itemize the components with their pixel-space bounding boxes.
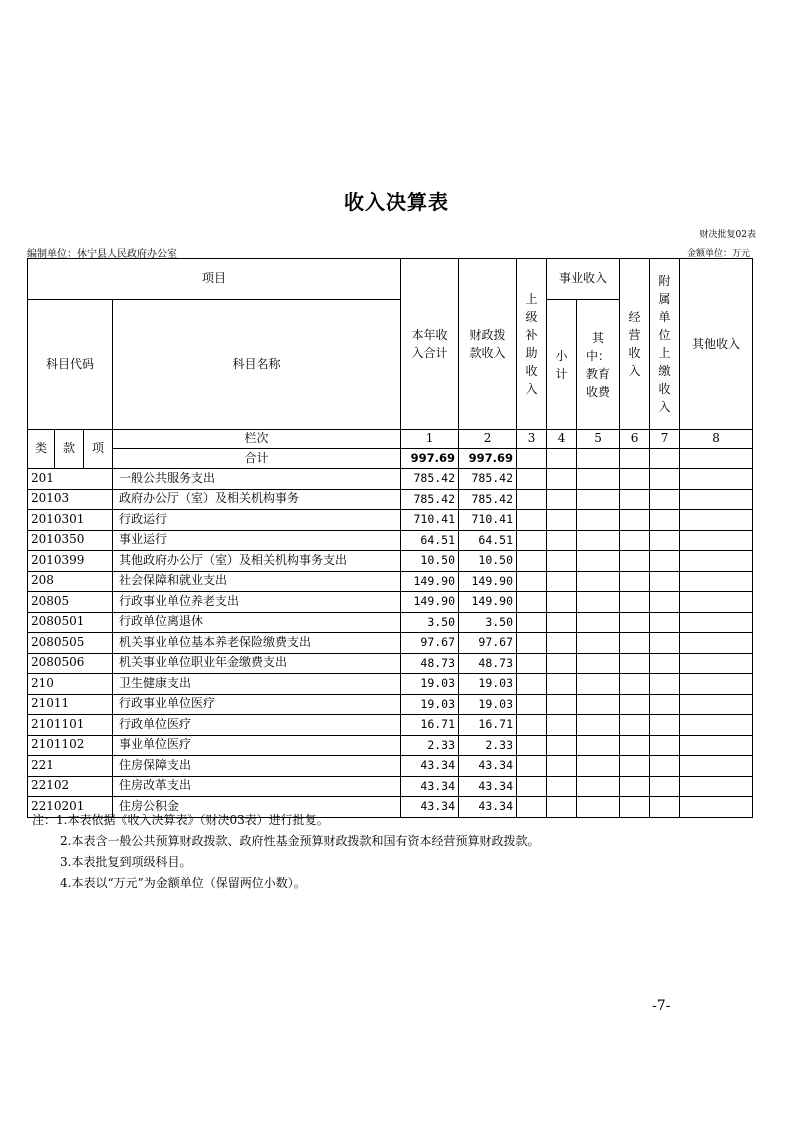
row-empty-cell xyxy=(680,674,753,695)
row-empty-cell xyxy=(620,530,650,551)
note-4: 4.本表以“万元”为金额单位（保留两位小数）。 xyxy=(60,876,306,890)
row-code: 2010301 xyxy=(28,510,113,531)
row-code: 2010399 xyxy=(28,551,113,572)
row-code: 2101101 xyxy=(28,715,113,736)
row-empty-cell xyxy=(620,551,650,572)
row-empty-cell xyxy=(517,633,547,654)
row-code: 2080505 xyxy=(28,633,113,654)
row-total: 149.90 xyxy=(401,592,459,613)
row-empty-cell xyxy=(577,469,620,490)
row-empty-cell xyxy=(620,694,650,715)
page-number: -7- xyxy=(652,998,671,1014)
row-empty-cell xyxy=(620,674,650,695)
header-other: 其他收入 xyxy=(680,259,753,430)
table-row xyxy=(28,653,753,674)
row-empty-cell xyxy=(547,489,577,510)
row-empty-cell xyxy=(517,694,547,715)
row-empty-cell xyxy=(547,694,577,715)
row-empty-cell xyxy=(577,510,620,531)
row-total: 43.34 xyxy=(401,797,459,818)
row-empty-cell xyxy=(547,756,577,777)
table-row xyxy=(28,776,753,797)
row-empty-cell xyxy=(620,510,650,531)
row-empty-cell xyxy=(577,776,620,797)
row-empty-cell xyxy=(620,469,650,490)
row-empty-cell xyxy=(650,633,680,654)
row-empty-cell xyxy=(620,735,650,756)
table-row xyxy=(28,715,753,736)
row-code: 20103 xyxy=(28,489,113,510)
row-name: 政府办公厅（室）及相关机构事务 xyxy=(113,489,401,510)
row-fiscal: 785.42 xyxy=(459,489,517,510)
row-empty-cell xyxy=(680,694,753,715)
row-empty-cell xyxy=(577,653,620,674)
row-fiscal: 43.34 xyxy=(459,756,517,777)
row-empty-cell xyxy=(680,776,753,797)
row-code: 2101102 xyxy=(28,735,113,756)
header-education: 其中：教育收费 xyxy=(577,300,620,430)
col-num-7: 7 xyxy=(650,430,680,449)
row-empty-cell xyxy=(577,571,620,592)
row-total: 48.73 xyxy=(401,653,459,674)
row-empty-cell xyxy=(680,592,753,613)
total-row-total: 997.69 xyxy=(401,449,459,469)
row-empty-cell xyxy=(547,776,577,797)
table-row xyxy=(28,756,753,777)
row-fiscal: 149.90 xyxy=(459,592,517,613)
table-row xyxy=(28,510,753,531)
row-empty-cell xyxy=(577,530,620,551)
row-name: 事业运行 xyxy=(113,530,401,551)
row-empty-cell xyxy=(620,489,650,510)
col-num-8: 8 xyxy=(680,430,753,449)
row-empty-cell xyxy=(620,797,650,818)
row-empty-cell xyxy=(680,735,753,756)
row-name: 行政单位医疗 xyxy=(113,715,401,736)
row-fiscal: 710.41 xyxy=(459,510,517,531)
row-code: 2080501 xyxy=(28,612,113,633)
row-fiscal: 43.34 xyxy=(459,776,517,797)
row-empty-cell xyxy=(680,571,753,592)
row-empty-cell xyxy=(547,715,577,736)
row-name: 卫生健康支出 xyxy=(113,674,401,695)
row-empty-cell xyxy=(620,592,650,613)
row-empty-cell xyxy=(547,612,577,633)
row-total: 785.42 xyxy=(401,469,459,490)
row-empty-cell xyxy=(650,797,680,818)
row-empty-cell xyxy=(517,756,547,777)
table-row xyxy=(28,489,753,510)
row-total: 710.41 xyxy=(401,510,459,531)
row-fiscal: 64.51 xyxy=(459,530,517,551)
row-empty-cell xyxy=(680,530,753,551)
row-empty-cell xyxy=(577,633,620,654)
row-empty-cell xyxy=(547,592,577,613)
row-empty-cell xyxy=(577,735,620,756)
header-superior: 上级补助收入 xyxy=(517,259,547,430)
header-business: 事业收入 xyxy=(547,259,620,300)
table-row xyxy=(28,592,753,613)
row-empty-cell xyxy=(577,797,620,818)
row-empty-cell xyxy=(650,551,680,572)
row-name: 行政单位离退休 xyxy=(113,612,401,633)
row-empty-cell xyxy=(680,551,753,572)
row-empty-cell xyxy=(517,510,547,531)
note-1: 注：1.本表依据《收入决算表》（财决03表）进行批复。 xyxy=(32,813,329,827)
row-empty-cell xyxy=(650,510,680,531)
col-num-2: 2 xyxy=(459,430,517,449)
row-name: 社会保障和就业支出 xyxy=(113,571,401,592)
row-empty-cell xyxy=(620,653,650,674)
header-item: 项目 xyxy=(28,259,401,300)
col-num-1: 1 xyxy=(401,430,459,449)
header-subtotal: 小计 xyxy=(547,300,577,430)
notes xyxy=(32,810,539,894)
note-3: 3.本表批复到项级科目。 xyxy=(60,855,192,869)
row-empty-cell xyxy=(517,653,547,674)
row-empty-cell xyxy=(650,489,680,510)
row-name: 住房公积金 xyxy=(113,797,401,818)
row-empty-cell xyxy=(650,715,680,736)
row-fiscal: 97.67 xyxy=(459,633,517,654)
table-row xyxy=(28,612,753,633)
row-empty-cell xyxy=(547,633,577,654)
table-row xyxy=(28,571,753,592)
row-total: 16.71 xyxy=(401,715,459,736)
row-empty-cell xyxy=(547,551,577,572)
row-empty-cell xyxy=(620,715,650,736)
row-name: 行政事业单位医疗 xyxy=(113,694,401,715)
row-code: 22102 xyxy=(28,776,113,797)
row-empty-cell xyxy=(517,674,547,695)
row-name: 机关事业单位职业年金缴费支出 xyxy=(113,653,401,674)
row-empty-cell xyxy=(577,756,620,777)
row-empty-cell xyxy=(650,469,680,490)
row-total: 2.33 xyxy=(401,735,459,756)
table-row xyxy=(28,551,753,572)
col-num-6: 6 xyxy=(620,430,650,449)
header-affiliated: 附属单位上缴收入 xyxy=(650,259,680,430)
row-empty-cell xyxy=(547,571,577,592)
row-fiscal: 16.71 xyxy=(459,715,517,736)
header-fiscal: 财政拨款收入 xyxy=(459,259,517,430)
row-empty-cell xyxy=(517,735,547,756)
row-empty-cell xyxy=(680,469,753,490)
row-empty-cell xyxy=(650,571,680,592)
row-empty-cell xyxy=(620,571,650,592)
row-name: 住房改革支出 xyxy=(113,776,401,797)
row-name: 机关事业单位基本养老保险缴费支出 xyxy=(113,633,401,654)
row-fiscal: 10.50 xyxy=(459,551,517,572)
row-empty-cell xyxy=(547,469,577,490)
row-total: 64.51 xyxy=(401,530,459,551)
row-empty-cell xyxy=(517,715,547,736)
table-row xyxy=(28,633,753,654)
row-name: 行政事业单位养老支出 xyxy=(113,592,401,613)
row-total: 19.03 xyxy=(401,694,459,715)
header-lanci: 栏次 xyxy=(113,430,401,449)
row-empty-cell xyxy=(577,551,620,572)
col-num-5: 5 xyxy=(577,430,620,449)
row-total: 10.50 xyxy=(401,551,459,572)
amount-unit: 金额单位：万元 xyxy=(686,249,750,259)
row-code: 2080506 xyxy=(28,653,113,674)
row-name: 事业单位医疗 xyxy=(113,735,401,756)
row-empty-cell xyxy=(650,735,680,756)
header-code: 科目代码 xyxy=(28,300,113,430)
row-empty-cell xyxy=(620,776,650,797)
row-fiscal: 19.03 xyxy=(459,694,517,715)
row-empty-cell xyxy=(680,612,753,633)
income-table xyxy=(27,258,753,818)
row-code: 201 xyxy=(28,469,113,490)
row-empty-cell xyxy=(547,797,577,818)
row-empty-cell xyxy=(577,694,620,715)
row-empty-cell xyxy=(620,633,650,654)
row-empty-cell xyxy=(517,551,547,572)
row-empty-cell xyxy=(650,776,680,797)
row-total: 785.42 xyxy=(401,489,459,510)
table-body xyxy=(28,469,753,818)
header-total-income: 本年收入合计 xyxy=(401,259,459,430)
note-2: 2.本表含一般公共预算财政拨款、政府性基金预算财政拨款和国有资本经营预算财政拨款。 xyxy=(60,834,540,848)
row-total: 3.50 xyxy=(401,612,459,633)
row-empty-cell xyxy=(680,797,753,818)
row-empty-cell xyxy=(650,530,680,551)
row-empty-cell xyxy=(650,592,680,613)
row-empty-cell xyxy=(547,653,577,674)
row-empty-cell xyxy=(680,489,753,510)
page-title: 收入决算表 xyxy=(344,190,449,214)
total-row-fiscal: 997.69 xyxy=(459,449,517,469)
header-operating: 经营收入 xyxy=(620,259,650,430)
row-empty-cell xyxy=(517,776,547,797)
row-empty-cell xyxy=(577,612,620,633)
col-num-4: 4 xyxy=(547,430,577,449)
row-fiscal: 785.42 xyxy=(459,469,517,490)
row-code: 2210201 xyxy=(28,797,113,818)
row-code: 20805 xyxy=(28,592,113,613)
row-empty-cell xyxy=(620,756,650,777)
row-empty-cell xyxy=(680,510,753,531)
row-empty-cell xyxy=(547,510,577,531)
row-empty-cell xyxy=(650,612,680,633)
table-row xyxy=(28,530,753,551)
row-empty-cell xyxy=(680,715,753,736)
row-empty-cell xyxy=(547,735,577,756)
row-empty-cell xyxy=(650,756,680,777)
form-number: 财决批复02表 xyxy=(699,230,756,240)
row-code: 221 xyxy=(28,756,113,777)
row-fiscal: 149.90 xyxy=(459,571,517,592)
header-lei: 类 xyxy=(28,430,55,469)
row-empty-cell xyxy=(517,571,547,592)
row-empty-cell xyxy=(650,674,680,695)
header-xiang: 项 xyxy=(84,430,113,469)
row-empty-cell xyxy=(517,489,547,510)
row-code: 210 xyxy=(28,674,113,695)
row-empty-cell xyxy=(620,612,650,633)
table-row xyxy=(28,674,753,695)
row-empty-cell xyxy=(650,694,680,715)
col-num-3: 3 xyxy=(517,430,547,449)
row-name: 行政运行 xyxy=(113,510,401,531)
row-total: 149.90 xyxy=(401,571,459,592)
header-kuan: 款 xyxy=(55,430,84,469)
row-empty-cell xyxy=(680,633,753,654)
row-name: 其他政府办公厅（室）及相关机构事务支出 xyxy=(113,551,401,572)
row-name: 住房保障支出 xyxy=(113,756,401,777)
row-fiscal: 43.34 xyxy=(459,797,517,818)
row-fiscal: 48.73 xyxy=(459,653,517,674)
row-empty-cell xyxy=(517,530,547,551)
compiling-unit: 编制单位：休宁县人民政府办公室 xyxy=(27,249,177,260)
row-fiscal: 2.33 xyxy=(459,735,517,756)
row-empty-cell xyxy=(680,653,753,674)
table-row xyxy=(28,469,753,490)
row-empty-cell xyxy=(577,592,620,613)
row-empty-cell xyxy=(680,756,753,777)
row-total: 19.03 xyxy=(401,674,459,695)
header-name: 科目名称 xyxy=(113,300,401,430)
row-total: 97.67 xyxy=(401,633,459,654)
table-row xyxy=(28,735,753,756)
row-empty-cell xyxy=(517,612,547,633)
row-code: 2010350 xyxy=(28,530,113,551)
table-header xyxy=(28,259,753,469)
row-empty-cell xyxy=(517,592,547,613)
total-row-label: 合计 xyxy=(113,449,401,469)
row-code: 21011 xyxy=(28,694,113,715)
table-row xyxy=(28,694,753,715)
row-name: 一般公共服务支出 xyxy=(113,469,401,490)
row-empty-cell xyxy=(577,489,620,510)
row-empty-cell xyxy=(650,653,680,674)
row-code: 208 xyxy=(28,571,113,592)
row-empty-cell xyxy=(547,674,577,695)
row-empty-cell xyxy=(577,715,620,736)
row-empty-cell xyxy=(547,530,577,551)
row-total: 43.34 xyxy=(401,776,459,797)
row-fiscal: 3.50 xyxy=(459,612,517,633)
row-empty-cell xyxy=(577,674,620,695)
row-fiscal: 19.03 xyxy=(459,674,517,695)
row-total: 43.34 xyxy=(401,756,459,777)
row-empty-cell xyxy=(517,469,547,490)
